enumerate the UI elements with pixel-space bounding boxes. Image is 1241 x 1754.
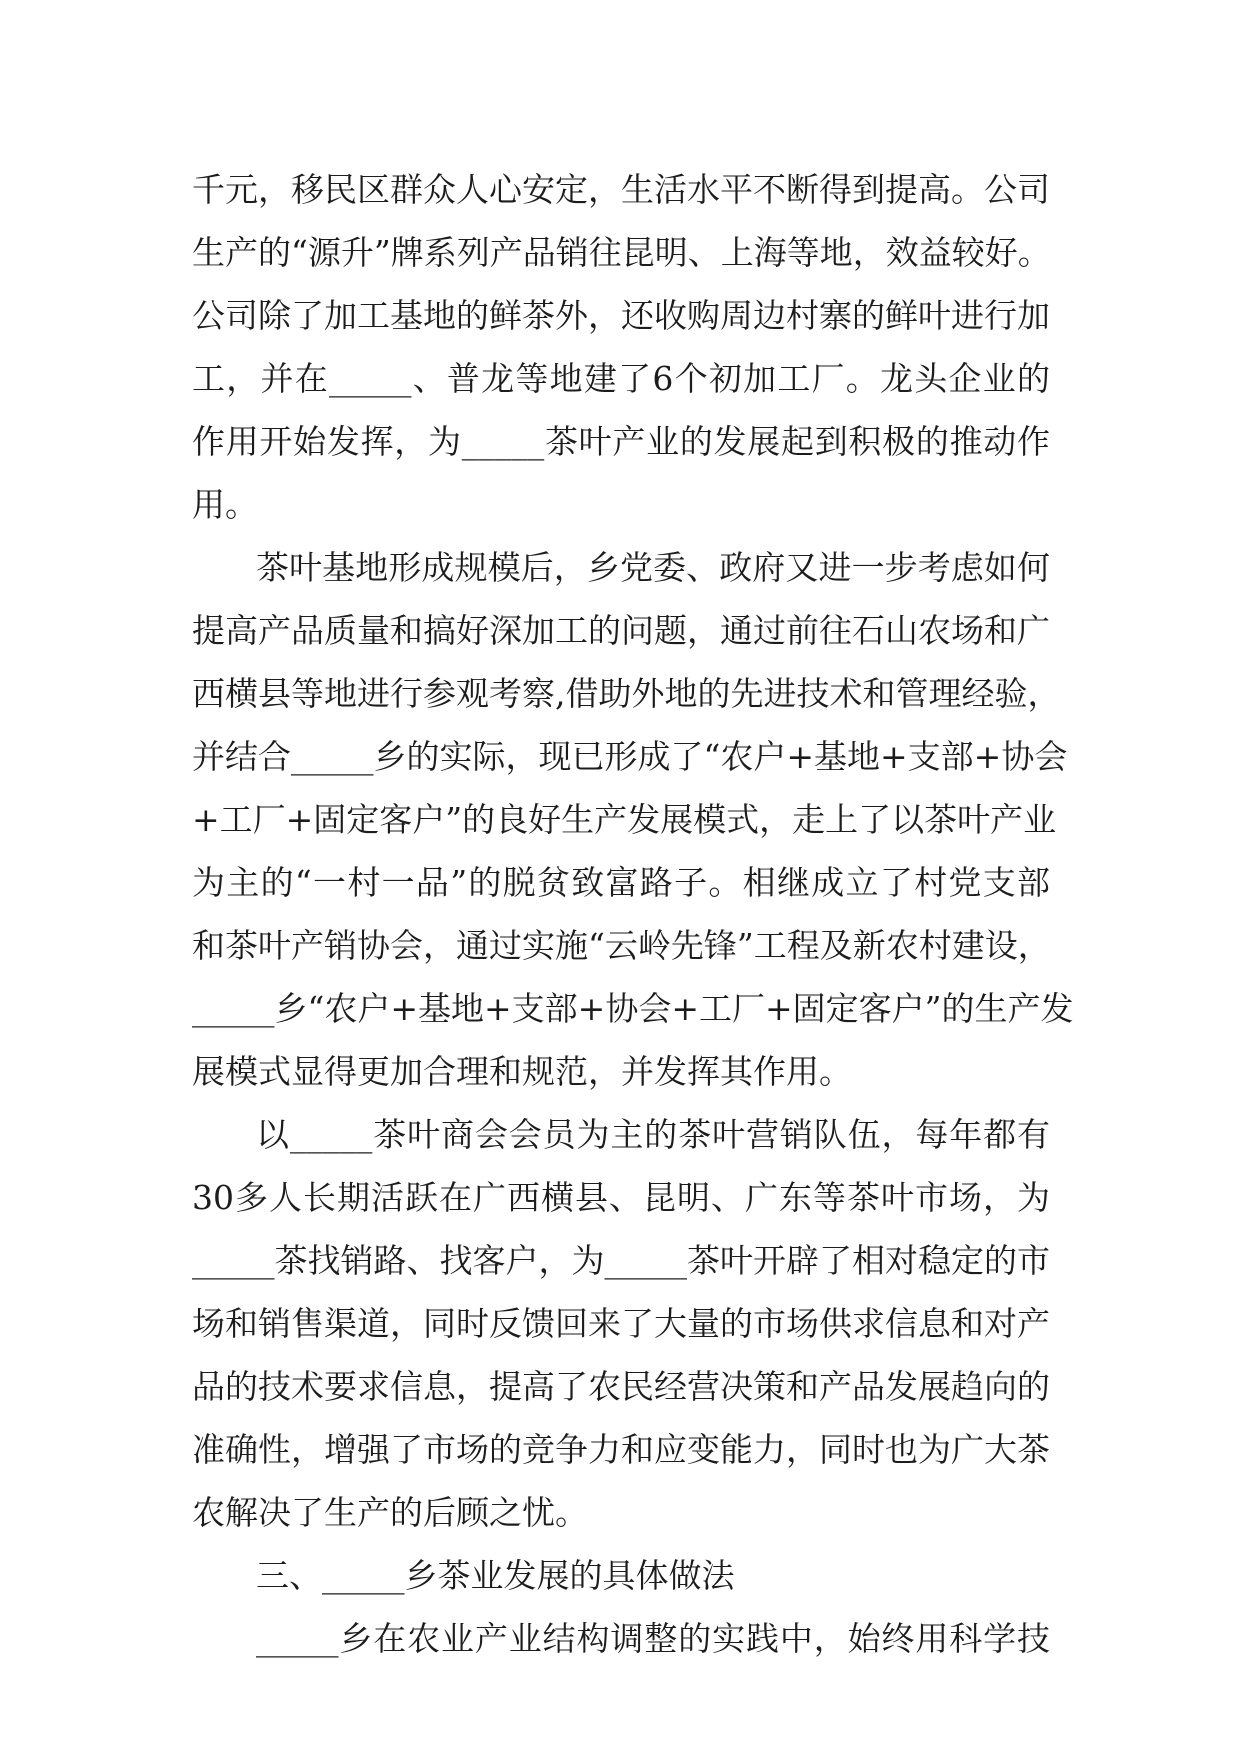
text-line: 农解决了生产的后顾之忧。 <box>192 1493 588 1532</box>
text-line: _____乡在农业产业结构调整的实践中，始终用科学技 <box>256 1619 1050 1658</box>
text-line: 提高产品质量和搞好深加工的问题，通过前往石山农场和广 <box>192 611 1050 650</box>
text-line: 工，并在_____、普龙等地建了6个初加工厂。龙头企业的 <box>192 359 1050 398</box>
text-line: 作用开始发挥，为_____茶叶产业的发展起到积极的推动作 <box>192 422 1050 461</box>
text-line: 三、_____乡茶业发展的具体做法 <box>256 1556 735 1595</box>
text-line: 准确性，增强了市场的竞争力和应变能力，同时也为广大茶 <box>192 1430 1050 1469</box>
text-line: 公司除了加工基地的鲜茶外，还收购周边村寨的鲜叶进行加 <box>192 296 1050 335</box>
text-line: 和茶叶产销协会，通过实施“云岭先锋”工程及新农村建设， <box>192 926 1051 965</box>
document-body <box>192 158 1074 1670</box>
text-line: 并结合_____乡的实际，现已形成了“农户+基地+支部+协会 <box>192 737 1068 776</box>
text-line: 以_____茶叶商会会员为主的茶叶营销队伍，每年都有 <box>256 1115 1050 1154</box>
text-line: 为主的“一村一品”的脱贫致富路子。相继成立了村党支部 <box>192 863 1050 902</box>
text-line: 30多人长期活跃在广西横县、昆明、广东等茶叶市场，为 <box>192 1178 1050 1217</box>
text-line: 展模式显得更加合理和规范，并发挥其作用。 <box>192 1052 852 1091</box>
text-line: _____乡“农户+基地+支部+协会+工厂+固定客户”的生产发 <box>192 989 1074 1028</box>
text-line: +工厂+固定客户”的良好生产发展模式，走上了以茶叶产业 <box>192 800 1057 839</box>
text-line: 品的技术要求信息，提高了农民经营决策和产品发展趋向的 <box>192 1367 1050 1406</box>
text-line: 用。 <box>192 485 258 524</box>
text-line: 茶叶基地形成规模后，乡党委、政府又进一步考虑如何 <box>256 548 1050 587</box>
text-line: 生产的“源升”牌系列产品销往昆明、上海等地，效益较好。 <box>192 233 1051 272</box>
text-line: 千元，移民区群众人心安定，生活水平不断得到提高。公司 <box>192 170 1050 209</box>
text-line: 场和销售渠道，同时反馈回来了大量的市场供求信息和对产 <box>192 1304 1050 1343</box>
text-line: 西横县等地进行参观考察,借助外地的先进技术和管理经验， <box>192 674 1061 713</box>
text-line: _____茶找销路、找客户，为_____茶叶开辟了相对稳定的市 <box>192 1241 1050 1280</box>
